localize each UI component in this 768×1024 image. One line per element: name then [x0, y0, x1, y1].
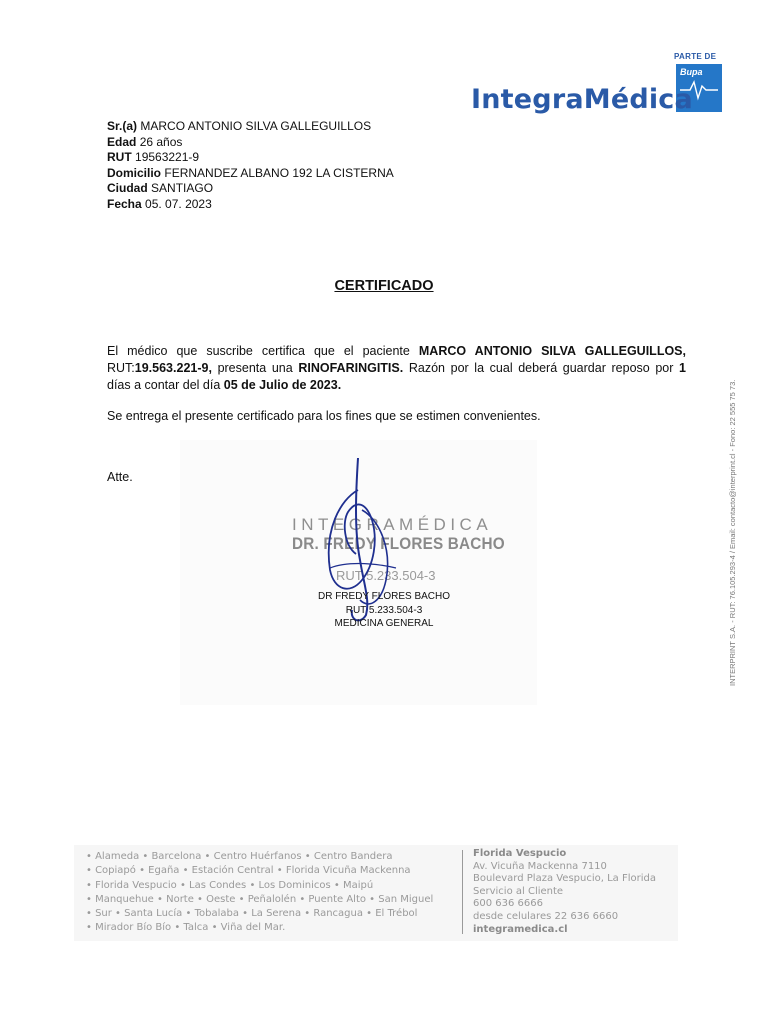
- body-patient-rut: 19.563.221-9,: [134, 361, 212, 375]
- body-text-5: días a contar del día: [107, 378, 224, 392]
- doctor-specialty: MEDICINA GENERAL: [334, 618, 434, 629]
- patient-date: 05. 07. 2023: [145, 196, 212, 211]
- body-diagnosis: RINOFARINGITIS.: [298, 361, 404, 375]
- body-rest-days: 1: [679, 361, 686, 375]
- branch-list: [86, 850, 456, 936]
- patient-city-row: [107, 181, 394, 197]
- bupa-logo-text: Bupa: [680, 67, 703, 77]
- footer-divider: [462, 850, 463, 934]
- integramedica-logo: IntegraMédica: [471, 84, 693, 115]
- stamp-organization: INTEGRAMÉDICA: [292, 515, 493, 534]
- patient-rut: 19563221-9: [135, 150, 200, 164]
- patient-address-row: [107, 166, 394, 182]
- patient-date-label: Fecha: [107, 196, 142, 211]
- doctor-name: DR FREDY FLORES BACHO: [317, 591, 451, 602]
- branch-line: • Manquehue • Norte • Oeste • Peñalolén • Puente Alto • San Miguel: [86, 893, 434, 905]
- branch-line: • Alameda • Barcelona • Centro Huérfanos • Centro Bandera: [86, 851, 393, 862]
- body-patient-name: MARCO ANTONIO SILVA GALLEGUILLOS,: [418, 344, 686, 358]
- patient-address: FERNANDEZ ALBANO 192 LA CISTERNA: [164, 165, 394, 180]
- patient-name-label: Sr.(a): [107, 119, 138, 133]
- footer-contact: [473, 848, 656, 936]
- service-label: Servicio al Cliente: [473, 885, 564, 897]
- branch-address-2: Boulevard Plaza Vespucio, La Florida: [473, 873, 657, 885]
- stamp-rut: RUT 5.233.504-3: [336, 568, 436, 583]
- patient-name-row: [107, 119, 394, 135]
- patient-age-label: Edad: [107, 134, 137, 149]
- parte-de-label: PARTE DE: [674, 52, 717, 61]
- branch-line: • Mirador Bío Bío • Talca • Viña del Mar.: [86, 922, 286, 934]
- body-text-3: presenta una: [211, 361, 299, 375]
- patient-age-row: [107, 135, 394, 151]
- patient-city-label: Ciudad: [107, 181, 148, 195]
- stamp-doctor-name: DR. FREDY FLORES BACHO: [292, 534, 505, 553]
- doctor-rut: RUT 5.233.504-3: [345, 604, 423, 616]
- branch-line: • Florida Vespucio • Las Condes • Los Dominicos • Maipú: [86, 879, 374, 891]
- patient-address-label: Domicilio: [107, 165, 162, 180]
- branch-line: • Copiapó • Egaña • Estación Central • Florida Vicuña Mackenna: [86, 865, 411, 877]
- branch-name: Florida Vespucio: [473, 848, 567, 859]
- printer-side-note: INTERPRINT S.A. - RUT: 76.105.293-4 / Email: contacto@interprint.cl - Fono: 22 555 75 73.: [728, 379, 737, 686]
- patient-age: 26 años: [139, 134, 183, 149]
- patient-date-row: [107, 197, 394, 213]
- patient-name: MARCO ANTONIO SILVA GALLEGUILLOS: [140, 119, 372, 133]
- patient-rut-row: [107, 150, 394, 166]
- branch-line: • Sur • Santa Lucía • Tobalaba • La Serena • Rancagua • El Trébol: [86, 908, 418, 920]
- patient-city: SANTIAGO: [151, 181, 214, 195]
- patient-rut-label: RUT: [107, 150, 132, 164]
- certificate-title: CERTIFICADO: [334, 278, 434, 294]
- doctor-info: [284, 590, 484, 631]
- website-link[interactable]: integramedica.cl: [473, 923, 568, 935]
- body-text-2: RUT:: [107, 361, 135, 375]
- branch-address-1: Av. Vicuña Mackenna 7110: [473, 860, 607, 872]
- service-mobile: desde celulares 22 636 6660: [473, 910, 619, 922]
- body-text-1: El médico que suscribe certifica que el paciente: [107, 344, 419, 358]
- certificate-purpose: Se entrega el presente certificado para los fines que se estimen convenientes.: [107, 409, 541, 423]
- patient-info: [107, 119, 394, 212]
- service-phone: 600 636 6666: [473, 898, 543, 910]
- certificate-body: [107, 343, 686, 394]
- body-text-4: Razón por la cual deberá guardar reposo por: [403, 361, 680, 375]
- body-start-date: 05 de Julio de 2023.: [223, 378, 342, 392]
- closing: Atte.: [107, 470, 133, 484]
